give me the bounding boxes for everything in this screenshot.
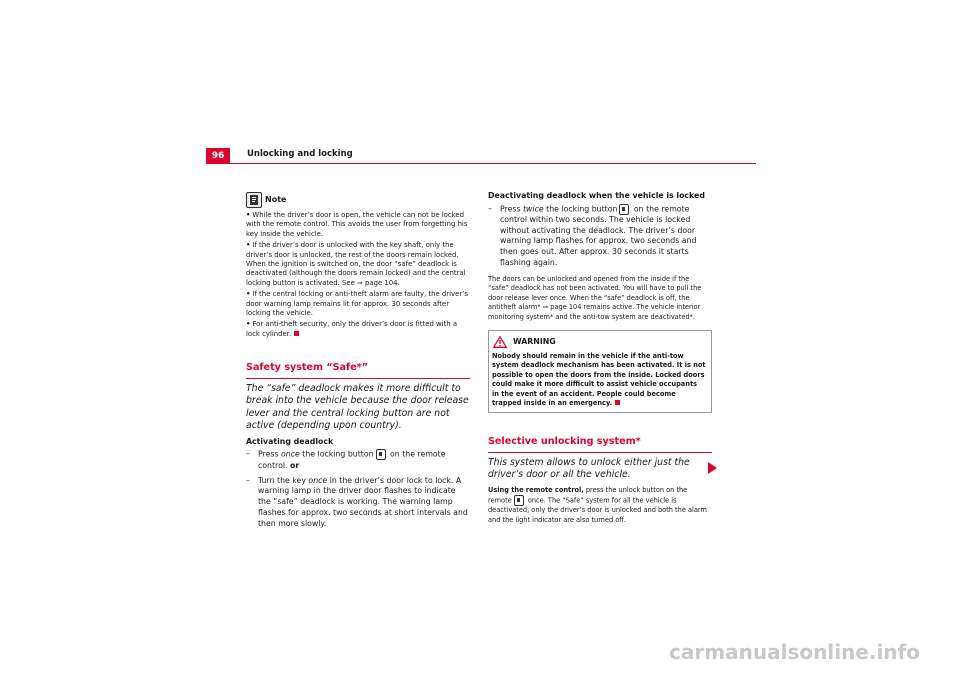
header-rule — [206, 163, 756, 164]
safe-section-title: Safety system “Safe*” — [246, 362, 369, 374]
section-rule — [488, 452, 712, 453]
deactivating-paragraph: The doors can be unlocked and opened from the inside if the “safe” deadlock has not been activated. You will have to pull the door release lever once. When the “safe” deadlock is off, the antitheft alarm* ⇒ page 104 remains active. The vehicle interior monitoring system* and the anti-tow system are deactivated*. — [488, 274, 702, 321]
running-title: Unlocking and locking — [247, 149, 353, 159]
lock-key-icon — [376, 449, 386, 460]
unlock-key-icon — [514, 495, 524, 506]
note-heading — [246, 192, 470, 208]
warning-box — [488, 330, 712, 413]
end-mark — [294, 331, 299, 336]
warning-triangle-icon — [493, 336, 507, 348]
note-bullet-1: • While the driver’s door is open, the vehicle can not be locked with the remote control. This avoids the user from forgetting his key inside the vehicle. — [246, 211, 468, 238]
warning-text: Nobody should remain in the vehicle if the anti-tow system deadlock mechanism has been activated. It is not possible to open the doors from the inside. Locked doors could make it more difficult to assist vehicle occupants in the event of an accident. People could become trapped inside in an emergency. — [492, 351, 706, 407]
warning-title: WARNING — [513, 337, 556, 347]
activating-step-1: – Press once the locking button on the remote control. or — [246, 449, 446, 470]
page-number: 96 — [206, 148, 230, 164]
note-icon — [246, 192, 262, 208]
selective-paragraph: Using the remote control, press the unlock button on the remote once. The “Safe” system for all the vehicle is deactivated, only the driver’s door is unlocked and both the alarm and the light indicator are also turned off. — [488, 485, 707, 524]
deactivating-heading: Deactivating deadlock when the vehicle is locked — [488, 191, 705, 200]
deactivating-step: – Press twice the locking button on the remote control within two seconds. The vehicle is locked without activating the deadlock. The driver’s door warning lamp flashes for approx. two seconds and then goes out. After approx. 30 seconds it starts flashing again. — [488, 203, 697, 268]
safe-section-lead: The “safe” deadlock makes it more difficult to break into the vehicle because the door release lever and the central locking button are not active (depending upon country). — [246, 382, 469, 432]
activating-heading: Activating deadlock — [246, 436, 334, 446]
left-column — [246, 192, 470, 534]
continue-arrow-icon — [708, 462, 717, 474]
activating-step-2: – Turn the key once in the driver’s door lock to lock. A warning lamp in the driver door flashes to indicate the “safe” deadlock is working. The warning lamp flashes for approx. two seconds at short intervals and then more slowly. — [246, 475, 468, 528]
note-bullet-4: • For anti-theft security, only the driver’s door is fitted with a lock cylinder. — [246, 320, 458, 338]
right-column — [488, 188, 712, 531]
end-mark — [615, 400, 620, 405]
note-title: Note — [265, 194, 287, 204]
note-bullet-3: • If the central locking or anti-theft alarm are faulty, the driver’s door warning lamp remains lit for approx. 30 seconds after locking the vehicle. — [246, 290, 468, 318]
warning-heading — [493, 336, 706, 348]
watermark: carmanualsonline.info — [669, 640, 920, 664]
note-bullet-2: • If the driver’s door is unlocked with the key shaft, only the driver’s door is unlocked, the rest of the doors remain locked. When the ignition is switched on, the door “safe” deadlock is deactivated (although the doors remain locked) and the central locking button is activated. See ⇒ page 104. — [246, 241, 466, 287]
lock-key-icon — [619, 204, 629, 215]
selective-section-lead: This system allows to unlock either just the driver’s door or all the vehicle. — [488, 456, 690, 481]
selective-section-title: Selective unlocking system* — [488, 436, 641, 448]
section-rule — [246, 378, 470, 379]
